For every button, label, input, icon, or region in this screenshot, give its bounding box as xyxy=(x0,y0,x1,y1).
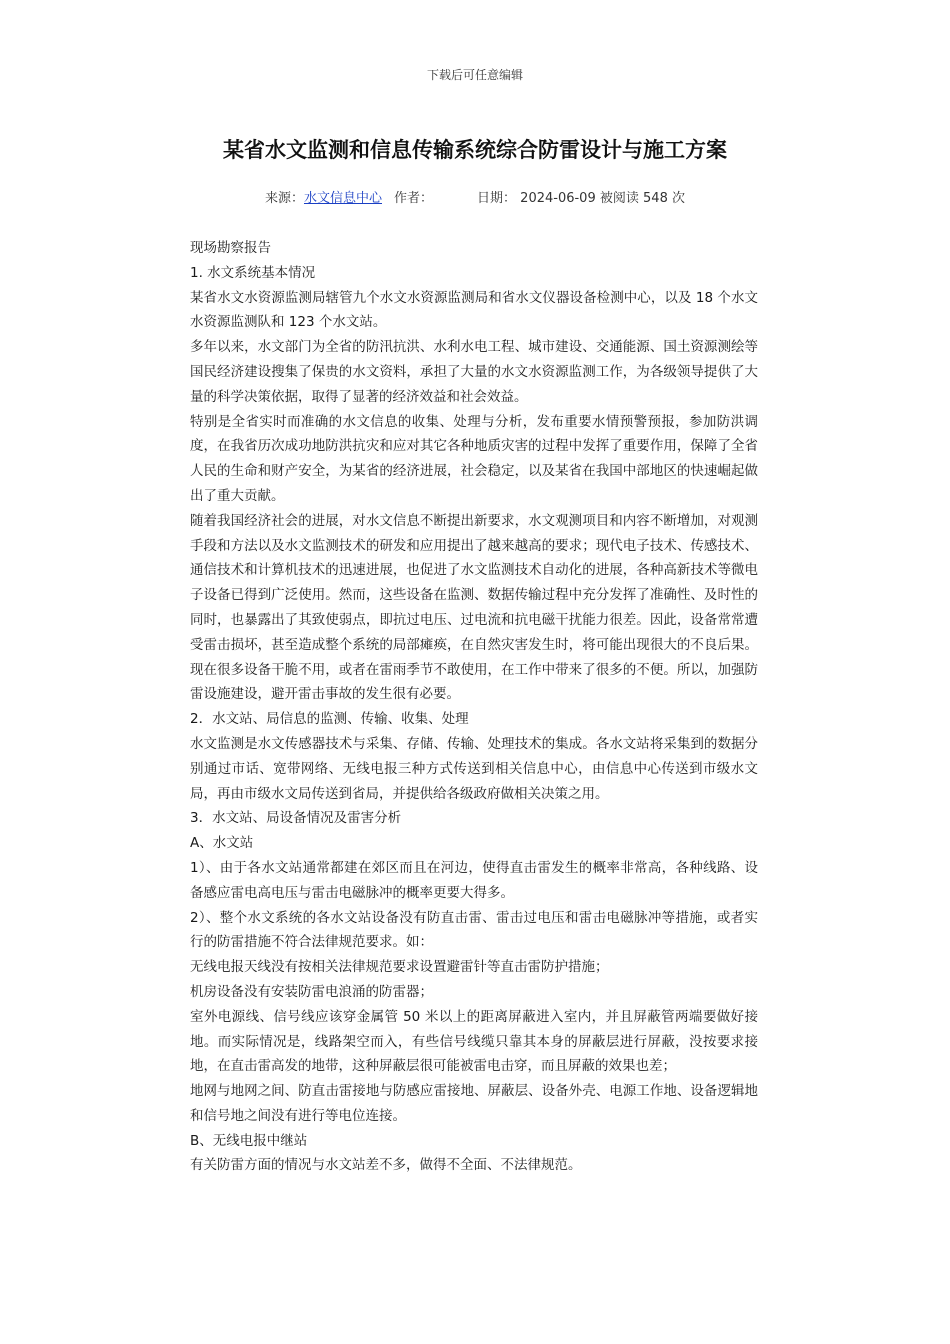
paragraph: 2）、整个水文系统的各水文站设备没有防直击雷、雷击过电压和雷击电磁脉冲等措施，或者实行的防雷措施不符合法律规范要求。如： xyxy=(190,909,758,951)
paragraph: 地网与地网之间、防直击雷接地与防感应雷接地、屏蔽层、设备外壳、电源工作地、设备逻辑地和信号地之间没有进行等电位连接。 xyxy=(190,1083,758,1124)
source-link[interactable]: 水文信息中心 xyxy=(303,191,382,206)
article-meta xyxy=(0,187,950,206)
date-label: 日期： xyxy=(477,191,517,206)
paragraph: 1）、由于各水文站通常都建在郊区而且在河边，使得直击雷发生的概率非常高，各种线路、设备感应雷电高电压与雷击电磁脉冲的概率更要大得多。 xyxy=(190,859,758,901)
paragraph: 多年以来，水文部门为全省的防汛抗洪、水利水电工程、城市建设、交通能源、国土资源测绘等国民经济建设搜集了保贵的水文资料，承担了大量的水文水资源监测工作，为各级领导提供了大量的科学决策依据，取得了显著的经济效益和社会效益。 xyxy=(190,339,758,405)
read-label: 被阅读 xyxy=(599,191,639,206)
paragraph: 某省水文水资源监测局辖管九个水文水资源监测局和省水文仪器设备检测中心，以及 18 个水文水资源监测队和 123 个水文站。 xyxy=(190,289,758,331)
section-heading: 2．水文站、局信息的监测、传输、收集、处理 xyxy=(190,711,469,728)
page-title: 某省水文监测和信息传输系统综合防雷设计与施工方案 xyxy=(223,138,727,162)
read-count: 548 xyxy=(643,191,668,206)
date-value: 2024-06-09 xyxy=(520,191,596,206)
source-label: 来源： xyxy=(264,191,304,206)
paragraph: 特别是全省实时而准确的水文信息的收集、处理与分析，发布重要水情预警预报，参加防洪调度，在我省历次成功地防洪抗灾和应对其它各种地质灾害的过程中发挥了重要作用，保障了全省人民的生命和财产安全，为某省的经济进展，社会稳定，以及某省在我国中部地区的快速崛起做出了重大贡献。 xyxy=(190,413,758,504)
header-note: 下载后可任意编辑 xyxy=(426,68,523,82)
paragraph: 随着我国经济社会的进展，对水文信息不断提出新要求，水文观测项目和内容不断增加，对观测手段和方法以及水文监测技术的研发和应用提出了越来越高的要求；现代电子技术、传感技术、通信技术和计算机技术的迅速进展，也促进了水文监测技术自动化的进展，各种高新技术等微电子设备已得到广泛使用。然而，这些设备在监测、数据传输过程中充分发挥了准确性、及时性的同时，也暴露出了其致使弱点，即抗过电压、过电流和抗电磁干扰能力很差。因此，设备常常遭受雷击损坏，甚至造成整个系统的局部瘫痪，在自然灾害发生时，将可能出现很大的不良后果。现在很多设备干脆不用，或者在雷雨季节不敢使用，在工作中带来了很多的不便。所以，加强防雷设施建设，避开雷击事故的发生很有必要。 xyxy=(190,512,758,703)
author-label: 作者： xyxy=(394,191,434,206)
subsection-heading: B、无线电报中继站 xyxy=(190,1132,308,1149)
section-heading: 3．水文站、局设备情况及雷害分析 xyxy=(190,810,402,827)
section-heading: 1. 水文系统基本情况 xyxy=(190,264,316,281)
section-heading: 现场勘察报告 xyxy=(190,240,271,256)
subsection-heading: A、水文站 xyxy=(190,835,254,852)
paragraph: 无线电报天线没有按相关法律规范要求设置避雷针等直击雷防护措施； xyxy=(190,959,609,976)
article-body xyxy=(190,236,758,1178)
paragraph: 有关防雷方面的情况与水文站差不多，做得不全面、不法律规范。 xyxy=(190,1157,582,1174)
paragraph: 室外电源线、信号线应该穿金属管 50 米以上的距离屏蔽进入室内，并且屏蔽管两端要做好接地。而实际情况是，线路架空而入，有些信号线缆只靠其本身的屏蔽层进行屏蔽，没按要求接地，在直击雷高发的地带，这种屏蔽层很可能被雷电击穿，而且屏蔽的效果也差； xyxy=(190,1008,758,1075)
paragraph: 机房设备没有安装防雷电浪涌的防雷器； xyxy=(190,983,433,1000)
read-unit: 次 xyxy=(672,191,686,206)
paragraph: 水文监测是水文传感器技术与采集、存储、传输、处理技术的集成。各水文站将采集到的数据分别通过市话、宽带网络、无线电报三种方式传送到相关信息中心，由信息中心传送到市级水文局，再由市级水文局传送到省局，并提供给各级政府做相关决策之用。 xyxy=(190,735,758,802)
